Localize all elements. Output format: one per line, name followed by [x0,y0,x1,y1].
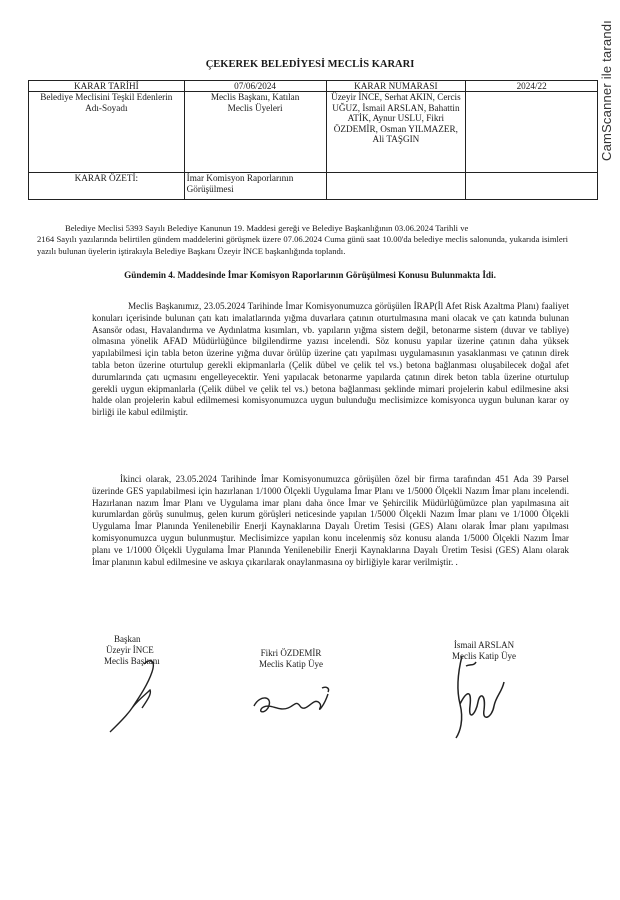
value-karar-numarasi: 2024/22 [466,81,598,92]
decision-table [28,80,598,200]
signature-role: Başkan [114,634,141,644]
intro-paragraph [37,223,568,257]
signature-block-katip-1 [246,648,336,670]
signature-title: Meclis Katip Üye [259,659,323,669]
table-row [29,92,598,173]
decision-paragraph-1 [92,301,569,419]
paragraph-1-text: Meclis Başkanımız, 23.05.2024 Tarihinde İmar Komisyonumuzca görüşülen İRAP(İl Afet Risk Azaltma Planı) faaliyet konuları içerisinde bulunan çatı katı imalatlarında yığma duvarlara çatının oturtulmasına mani olacak ve çatı katında bulunan Asansör odası, Havalandırma ve Aydınlatma kısımları, vb. yapıların yığma sistem değil, betonarme sistem (duvar ve tabliye) olmasına yönelik AFAD Müdürlüğünce bilgilendirme yazısı incelendi. Söz konusu yapılar üzerine çatının daha yüksek yapılabilmesi için tabla beton üzerine yığma duvar örülüp üzerine çatı yapılması uygulamasının yasaklanması ve çatının direk tabla beton üzerine oturtulup gerekli ekipmanlarla (Çelik dübel ve çelik tel vs.) betona bağlanması oluşabilecek doğal afet durumlarında çatı uçmasını engelleyecektir. Yeni yapılacak betonarme yapılarda çatının direk beton tabla üzerine oturtulup gerekli uygun ekipmanlarla (Çelik dübel ve çelik tel vs.) betona bağlanması şeklinde mimari projelerin kabul edilmesine aksi halde olan projelerin kabul edilmemesi komisyonumuzca uygun bulunduğu meclisimizce komisyonca uygun bulunan karar oy birliği ile kabul edilmiştir. [92,301,569,418]
handwritten-signature-president [92,650,182,740]
signature-name: İsmail ARSLAN [453,640,515,650]
table-row [29,173,598,200]
label-karar-ozeti: KARAR ÖZETİ: [29,173,185,200]
signature-title: Meclis Başkanı [104,656,160,666]
value-karar-tarihi: 07/06/2024 [184,81,326,92]
handwritten-signature-katip-1 [248,682,338,722]
signature-title: Meclis Katip Üye [452,651,516,661]
table-row [29,81,598,92]
label-meclis-members: Belediye Meclisini Teşkil Edenlerin Adı-Soyadı [29,92,185,173]
value-karar-ozeti: İmar Komisyon Raporlarının Görüşülmesi [184,173,326,200]
intro-line-1: Belediye Meclisi 5393 Sayılı Belediye Kanunun 19. Maddesi gereği ve Belediye Başkanlığının 03.06.2024 Tarihli ve [65,223,469,233]
empty-cell [326,173,466,200]
signature-name: Üzeyir İNCE [106,645,154,655]
decision-paragraph-2 [92,474,569,568]
paragraph-2-text: İkinci olarak, 23.05.2024 Tarihinde İmar Komisyonumuzca görüşülen özel bir firma tarafından 451 Ada 39 Parsel üzerinde GES yapılabilmesi için hazırlanan 1/1000 Ölçekli Uygulama İmar Planı ve 1/5000 Ölçekli Nazım İmar planı incelendi. Hazırlanan nazım İmar Planı ve Uygulama imar planı daha önce İmar ve Şehircilik Müdürlüğümüzce plan yapılmasına ait kurumlardan görüş sunulmuş, gelen kurum görüşleri neticesinde yapılan 1/5000 Ölçekli Nazım İmar planı ve 1/1000 Ölçekli Uygulama İmar Planında Yenilenebilir Enerji Kaynaklarına Dayalı Üretim Tesisi (GES) Alanı olarak İmar planı yapılması komisyonumuzca uygun bulunmuştur. Meclisimizce yapılan konu incelenmiş söz konusu alanda 1/5000 Ölçekli Nazım İmar planı ve 1/1000 Ölçekli Uygulama İmar Planında Yenilenebilir Enerji Kaynaklarına Dayalı Üretim Tesisi (GES) Alanı olarak İmar planının kabul edilmesine ve askıya çıkarılarak onaylanmasına oy birliğiyle karar verilmiştir. . [92,474,569,567]
members-names: Üzeyir İNCE, Serhat AKIN, Cercis UĞUZ, İsmail ARSLAN, Bahattin ATİK, Aynur USLU, Fikri ÖZDEMİR, Osman YILMAZER, Ali TAŞGIN [326,92,466,173]
signature-name: Fikri ÖZDEMİR [260,648,322,658]
label-karar-tarihi: KARAR TARİHİ [29,81,185,92]
empty-cell [466,92,598,173]
scanner-watermark: CamScanner ile tarandı [599,20,614,161]
agenda-heading: Gündemin 4. Maddesinde İmar Komisyon Raporlarının Görüşülmesi Konusu Bulunmakta İdi. [124,270,496,280]
label-karar-numarasi: KARAR NUMARASI [326,81,466,92]
empty-cell [466,173,598,200]
members-roles: Meclis Başkanı, Katılan Meclis Üyeleri [184,92,326,173]
document-title: ÇEKEREK BELEDİYESİ MECLİS KARARI [205,59,415,70]
handwritten-signature-katip-2 [446,652,516,742]
intro-rest: 2164 Sayılı yazılarında belirtilen gündem maddelerini görüşmek üzere 07.06.2024 Cuma günü saat 10.00'da belediye meclis salonunda, yukarıda isimleri yazılı bulunan üyelerin iştirakıyla Belediye Başkanı Üzeyir İNCE başkanlığında toplandı. [37,234,568,256]
